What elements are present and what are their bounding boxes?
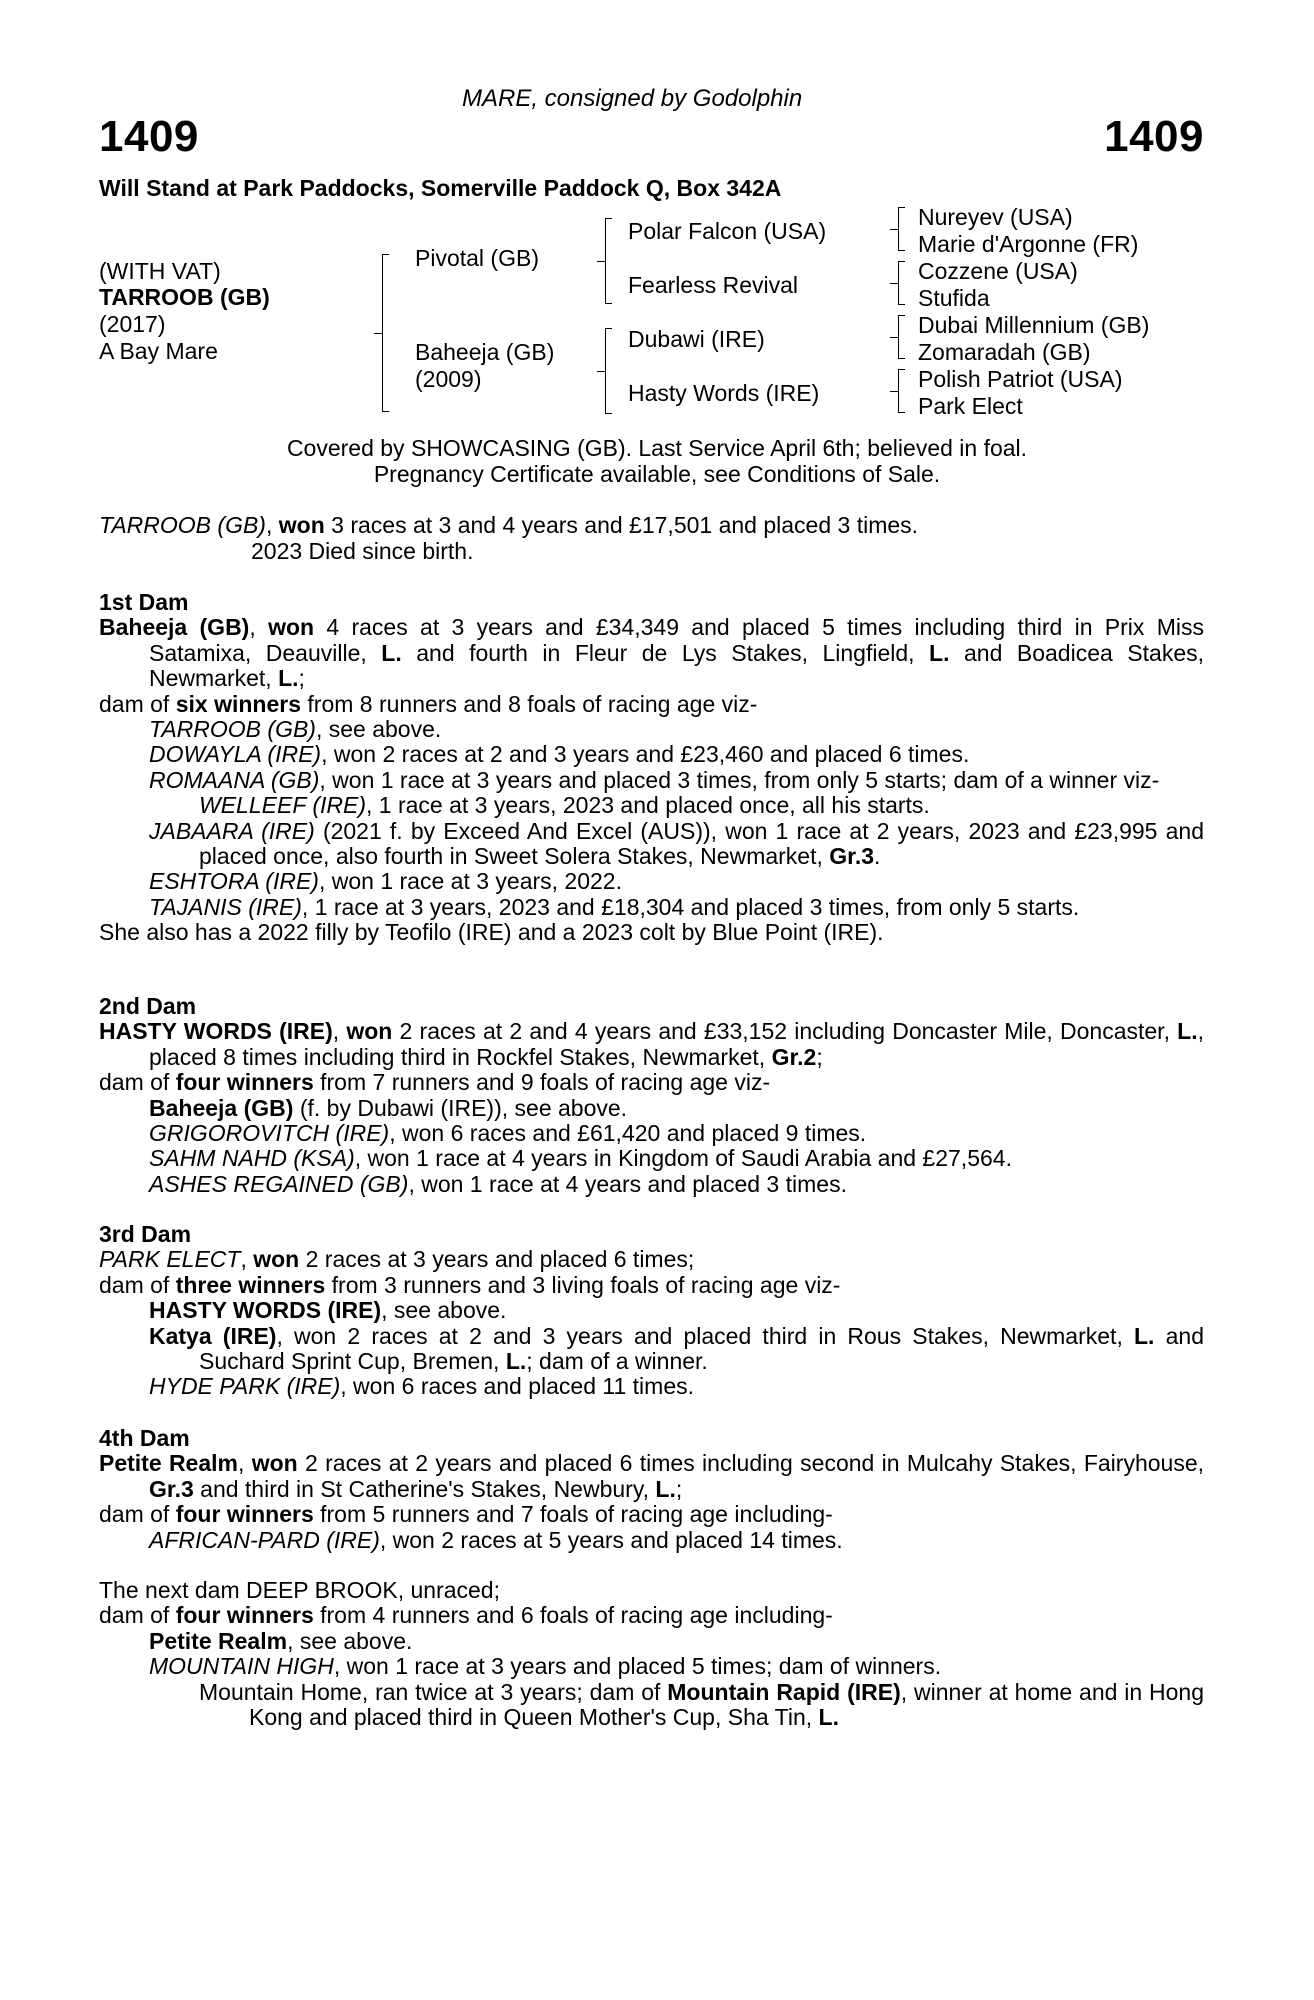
produce-mountain-high (99, 1654, 1204, 1679)
damof-prefix: dam of (99, 1069, 176, 1096)
produce-grigorovitch (99, 1121, 1204, 1146)
pedigree-brace-g1 (898, 207, 905, 251)
third-dam-record: PARK ELECT, won 2 races at 3 years and placed 6 times; (99, 1246, 695, 1273)
produce-mountain-home (99, 1680, 1204, 1731)
ancestor-g5: Dubai Millennium (GB) (918, 312, 1150, 338)
dam-sire: Dubawi (IRE) (628, 326, 765, 352)
produce-record: (2021 f. by Exceed And Excel (AUS)), won 1 race at 2 years, 2023 and £23,995 and placed once, also fourth in Sweet Solera Stakes, Newmarket, (199, 817, 1204, 870)
produce-name: HYDE PARK (IRE) (149, 1373, 341, 1400)
second-dam-heading: 2nd Dam (99, 993, 197, 1019)
third-dam-produce-summary (99, 1273, 1204, 1298)
horse-description: A Bay Mare (99, 338, 218, 364)
first-dam-text3: and Boadicea Stakes, Newmarket, (149, 639, 1204, 692)
produce-record-2: , winner at home and in Hong Kong and placed third in Queen Mother's Cup, Sha Tin, (249, 1678, 1205, 1731)
third-dam-won: won (253, 1246, 300, 1273)
produce-name: ROMAANA (GB) (149, 766, 320, 793)
sire-dam: Fearless Revival (628, 272, 798, 298)
stand-location: Will Stand at Park Paddocks, Somerville Paddock Q, Box 342A (99, 175, 782, 201)
third-dam-section (99, 1222, 1204, 1400)
ancestor-g3: Cozzene (USA) (918, 258, 1078, 284)
winners-count: four winners (175, 1602, 314, 1629)
produce-jabaara (99, 819, 1204, 870)
produce-record: Mountain Home, ran twice at 3 years; dam of (199, 1678, 668, 1705)
group-mark: Gr.2 (771, 1043, 817, 1070)
second-dam-record: HASTY WORDS (IRE), won 2 races at 2 and 4 years and £33,152 including Doncaster Mile, Doncaster, L., placed 8 times including third in Rockfel Stakes, Newmarket, Gr.2; (99, 1018, 1204, 1070)
lot-number-left: 1409 (99, 112, 199, 161)
dam-name: Baheeja (GB) (415, 339, 555, 365)
ancestor-g1: Nureyev (USA) (918, 204, 1073, 230)
produce-name: ASHES REGAINED (GB) (149, 1170, 409, 1197)
produce-hyde-park (99, 1374, 1204, 1399)
group-mark: Gr.3 (149, 1475, 194, 1502)
winners-count: four winners (175, 1069, 314, 1096)
first-dam-name: Baheeja (GB) (99, 614, 250, 641)
listed-mark: L. (1134, 1322, 1155, 1349)
lot-number-right: 1409 (1104, 112, 1204, 161)
fourth-dam-won: won (251, 1450, 298, 1477)
produce-african-pard (99, 1528, 1204, 1553)
summary-note: 2023 Died since birth. (251, 538, 474, 564)
next-dam-line: The next dam DEEP BROOK, unraced; (99, 1577, 500, 1603)
second-dam-produce-summary (99, 1070, 1204, 1095)
produce-record: (f. by Dubawi (IRE)), see above. (293, 1094, 628, 1121)
produce-name: Katya (IRE) (149, 1322, 277, 1349)
damof-prefix: dam of (99, 690, 176, 717)
produce-record-end: . (874, 843, 881, 870)
first-dam-text4: ; (298, 665, 305, 692)
consignor-line: MARE, consigned by Godolphin (462, 85, 803, 112)
second-dam-name: HASTY WORDS (IRE) (99, 1018, 333, 1045)
race-summary: TARROOB (GB), won 3 races at 3 and 4 years and £17,501 and placed 3 times. (99, 512, 919, 538)
damof-prefix: dam of (99, 1271, 176, 1298)
produce-name: AFRICAN-PARD (IRE) (149, 1526, 380, 1553)
produce-ashes-regained (99, 1172, 1204, 1197)
damof-suffix: from 7 runners and 9 foals of racing age viz- (313, 1069, 771, 1096)
winners-count: six winners (175, 690, 301, 717)
first-dam-text2: and fourth in Fleur de Lys Stakes, Lingfield, (401, 639, 930, 666)
produce-name: TARROOB (GB) (149, 716, 316, 743)
produce-record: , 1 race at 3 years, 2023 and £18,304 and placed 3 times, from only 5 starts. (301, 893, 1080, 920)
produce-name: ESHTORA (IRE) (149, 868, 319, 895)
second-dam-section (99, 994, 1204, 1197)
summary-horse-name: TARROOB (GB) (99, 512, 266, 538)
ancestor-g8: Park Elect (918, 393, 1023, 419)
vat-label: (WITH VAT) (99, 258, 221, 284)
produce-hasty-words (99, 1298, 1204, 1323)
produce-baheeja (99, 1096, 1204, 1121)
produce-dowayla (99, 742, 1204, 767)
pedigree-brace-sire (605, 218, 612, 304)
pedigree-brace-g2 (898, 261, 905, 305)
first-dam-heading: 1st Dam (99, 589, 189, 615)
produce-name: DOWAYLA (IRE) (149, 741, 322, 768)
produce-record: , won 1 race at 3 years, 2022. (318, 868, 622, 895)
produce-record: , won 2 races at 2 and 3 years and £23,460 and placed 6 times. (321, 741, 970, 768)
produce-name: GRIGOROVITCH (IRE) (149, 1120, 390, 1147)
listed-mark: L. (505, 1348, 527, 1375)
listed-mark: L. (381, 639, 402, 666)
ancestor-g7: Polish Patriot (USA) (918, 366, 1123, 392)
second-dam-won: won (346, 1018, 393, 1045)
produce-katya (99, 1324, 1204, 1375)
third-dam-text: 2 races at 3 years and placed 6 times; (299, 1246, 695, 1273)
pedigree-brace-dam (605, 328, 612, 414)
listed-mark: L. (1177, 1018, 1198, 1045)
pedigree-brace-g4 (898, 369, 905, 413)
damof-prefix: dam of (99, 1602, 176, 1629)
summary-won: won (278, 512, 325, 538)
horse-name: TARROOB (GB) (99, 284, 270, 310)
second-dam-text3: ; (816, 1043, 823, 1070)
listed-mark: L. (278, 665, 299, 692)
first-dam-also: She also has a 2022 filly by Teofilo (IRE) and a 2023 colt by Blue Point (IRE). (99, 919, 884, 946)
produce-name: WELLEEF (IRE) (199, 792, 366, 819)
first-dam-won: won (268, 614, 315, 641)
sire-sire: Polar Falcon (USA) (628, 218, 827, 244)
produce-record: , won 1 race at 3 years and placed 3 times, from only 5 starts; dam of a winner viz- (319, 766, 1160, 793)
produce-record: , won 1 race at 4 years in Kingdom of Saudi Arabia and £27,564. (354, 1145, 1012, 1172)
produce-record: , 1 race at 3 years, 2023 and placed once, all his starts. (366, 792, 930, 819)
ancestor-g2: Marie d'Argonne (FR) (918, 231, 1139, 257)
next-dam-section (99, 1578, 1204, 1730)
fourth-dam-record: Petite Realm, won 2 races at 2 years and placed 6 times including second in Mulcahy Stakes, Fairyhouse, Gr.3 and third in St Catherine's Stakes, Newbury, L.; (99, 1450, 1205, 1502)
produce-name: HASTY WORDS (IRE) (149, 1297, 382, 1324)
produce-record: , see above. (287, 1627, 413, 1654)
damof-prefix: dam of (99, 1501, 176, 1528)
produce-record: , won 6 races and £61,420 and placed 9 times. (389, 1120, 867, 1147)
produce-record: , see above. (381, 1297, 507, 1324)
produce-record-2: and Suchard Sprint Cup, Bremen, (199, 1322, 1204, 1375)
fourth-dam-name: Petite Realm (99, 1450, 238, 1477)
produce-record: , won 1 race at 3 years and placed 5 times; dam of winners. (333, 1653, 942, 1680)
listed-mark: L. (655, 1475, 676, 1502)
next-dam-produce-summary (99, 1603, 1204, 1628)
produce-name: SAHM NAHD (KSA) (149, 1145, 355, 1172)
group-mark: Gr.3 (829, 843, 875, 870)
produce-record-end: ; dam of a winner. (526, 1348, 708, 1375)
first-dam-text: 4 races at 3 years and £34,349 and placed 5 times including third in Prix Miss Satamixa, Deauville, (149, 614, 1204, 666)
damof-suffix: from 4 runners and 6 foals of racing age including- (313, 1602, 833, 1629)
ancestor-g6: Zomaradah (GB) (918, 339, 1091, 365)
fourth-dam-text3: ; (675, 1475, 683, 1502)
second-dam-text: 2 races at 2 and 4 years and £33,152 including Doncaster Mile, Doncaster, (392, 1018, 1178, 1045)
produce-name: TAJANIS (IRE) (149, 893, 302, 920)
fourth-dam-text: 2 races at 2 years and placed 6 times including second in Mulcahy Stakes, Fairyhouse, (297, 1450, 1205, 1477)
produce-name: Baheeja (GB) (149, 1094, 294, 1121)
damof-suffix: from 8 runners and 8 foals of racing age viz- (301, 690, 758, 717)
ancestor-g4: Stufida (918, 285, 990, 311)
produce-record: , won 1 race at 4 years and placed 3 times. (408, 1170, 847, 1197)
pedigree-brace-main (382, 254, 389, 412)
fourth-dam-heading: 4th Dam (99, 1425, 190, 1451)
pedigree-brace-g3 (898, 315, 905, 359)
fourth-dam-text2: and third in St Catherine's Stakes, Newbury, (193, 1475, 656, 1502)
first-dam-record: Baheeja (GB), won 4 races at 3 years and £34,349 and placed 5 times including third in Prix Miss Satamixa, Deauville, L. and fourth in Fleur de Lys Stakes, Lingfield, L. and Boadicea Stakes, Newmarket, L.; (99, 614, 1204, 692)
produce-tajanis (99, 895, 1204, 920)
listed-mark: L. (818, 1704, 839, 1731)
produce-name: MOUNTAIN HIGH (149, 1653, 334, 1680)
produce-eshtora (99, 869, 1204, 894)
produce-sahm-nahd (99, 1146, 1204, 1171)
third-dam-heading: 3rd Dam (99, 1221, 192, 1247)
produce-name: Mountain Rapid (IRE) (667, 1678, 901, 1705)
dam-dam: Hasty Words (IRE) (628, 380, 820, 406)
fourth-dam-section (99, 1426, 1204, 1553)
summary-rest: 3 races at 3 and 4 years and £17,501 and placed 3 times. (324, 512, 919, 538)
damof-suffix: from 3 runners and 3 living foals of racing age viz- (325, 1271, 841, 1298)
produce-record: , won 6 races and placed 11 times. (340, 1373, 694, 1400)
produce-record: , won 2 races at 5 years and placed 14 times. (379, 1526, 843, 1553)
dam-year: (2009) (415, 366, 482, 392)
produce-romaana (99, 768, 1204, 793)
produce-record: , see above. (315, 716, 442, 743)
winners-count: four winners (175, 1501, 314, 1528)
damof-suffix: from 5 runners and 7 foals of racing age including- (313, 1501, 833, 1528)
listed-mark: L. (929, 639, 950, 666)
third-dam-name: PARK ELECT (99, 1246, 241, 1273)
produce-petite-realm (99, 1629, 1204, 1654)
fourth-dam-produce-summary (99, 1502, 1204, 1527)
produce-name: Petite Realm (149, 1627, 288, 1654)
produce-record: , won 2 races at 2 and 3 years and placed third in Rous Stakes, Newmarket, (276, 1322, 1134, 1349)
second-dam-text2: , placed 8 times including third in Rockfel Stakes, Newmarket, (149, 1018, 1204, 1070)
first-dam-section (99, 590, 1204, 946)
produce-name: JABAARA (IRE) (149, 817, 315, 844)
covered-line-2: Pregnancy Certificate available, see Conditions of Sale. (373, 461, 941, 487)
produce-tarroob (99, 717, 1204, 742)
horse-year: (2017) (99, 311, 166, 337)
sire-name: Pivotal (GB) (415, 245, 539, 271)
first-dam-produce-summary (99, 692, 1204, 717)
winners-count: three winners (175, 1271, 326, 1298)
produce-welleef (99, 793, 1204, 818)
covered-line-1: Covered by SHOWCASING (GB). Last Service April 6th; believed in foal. (286, 435, 1028, 461)
